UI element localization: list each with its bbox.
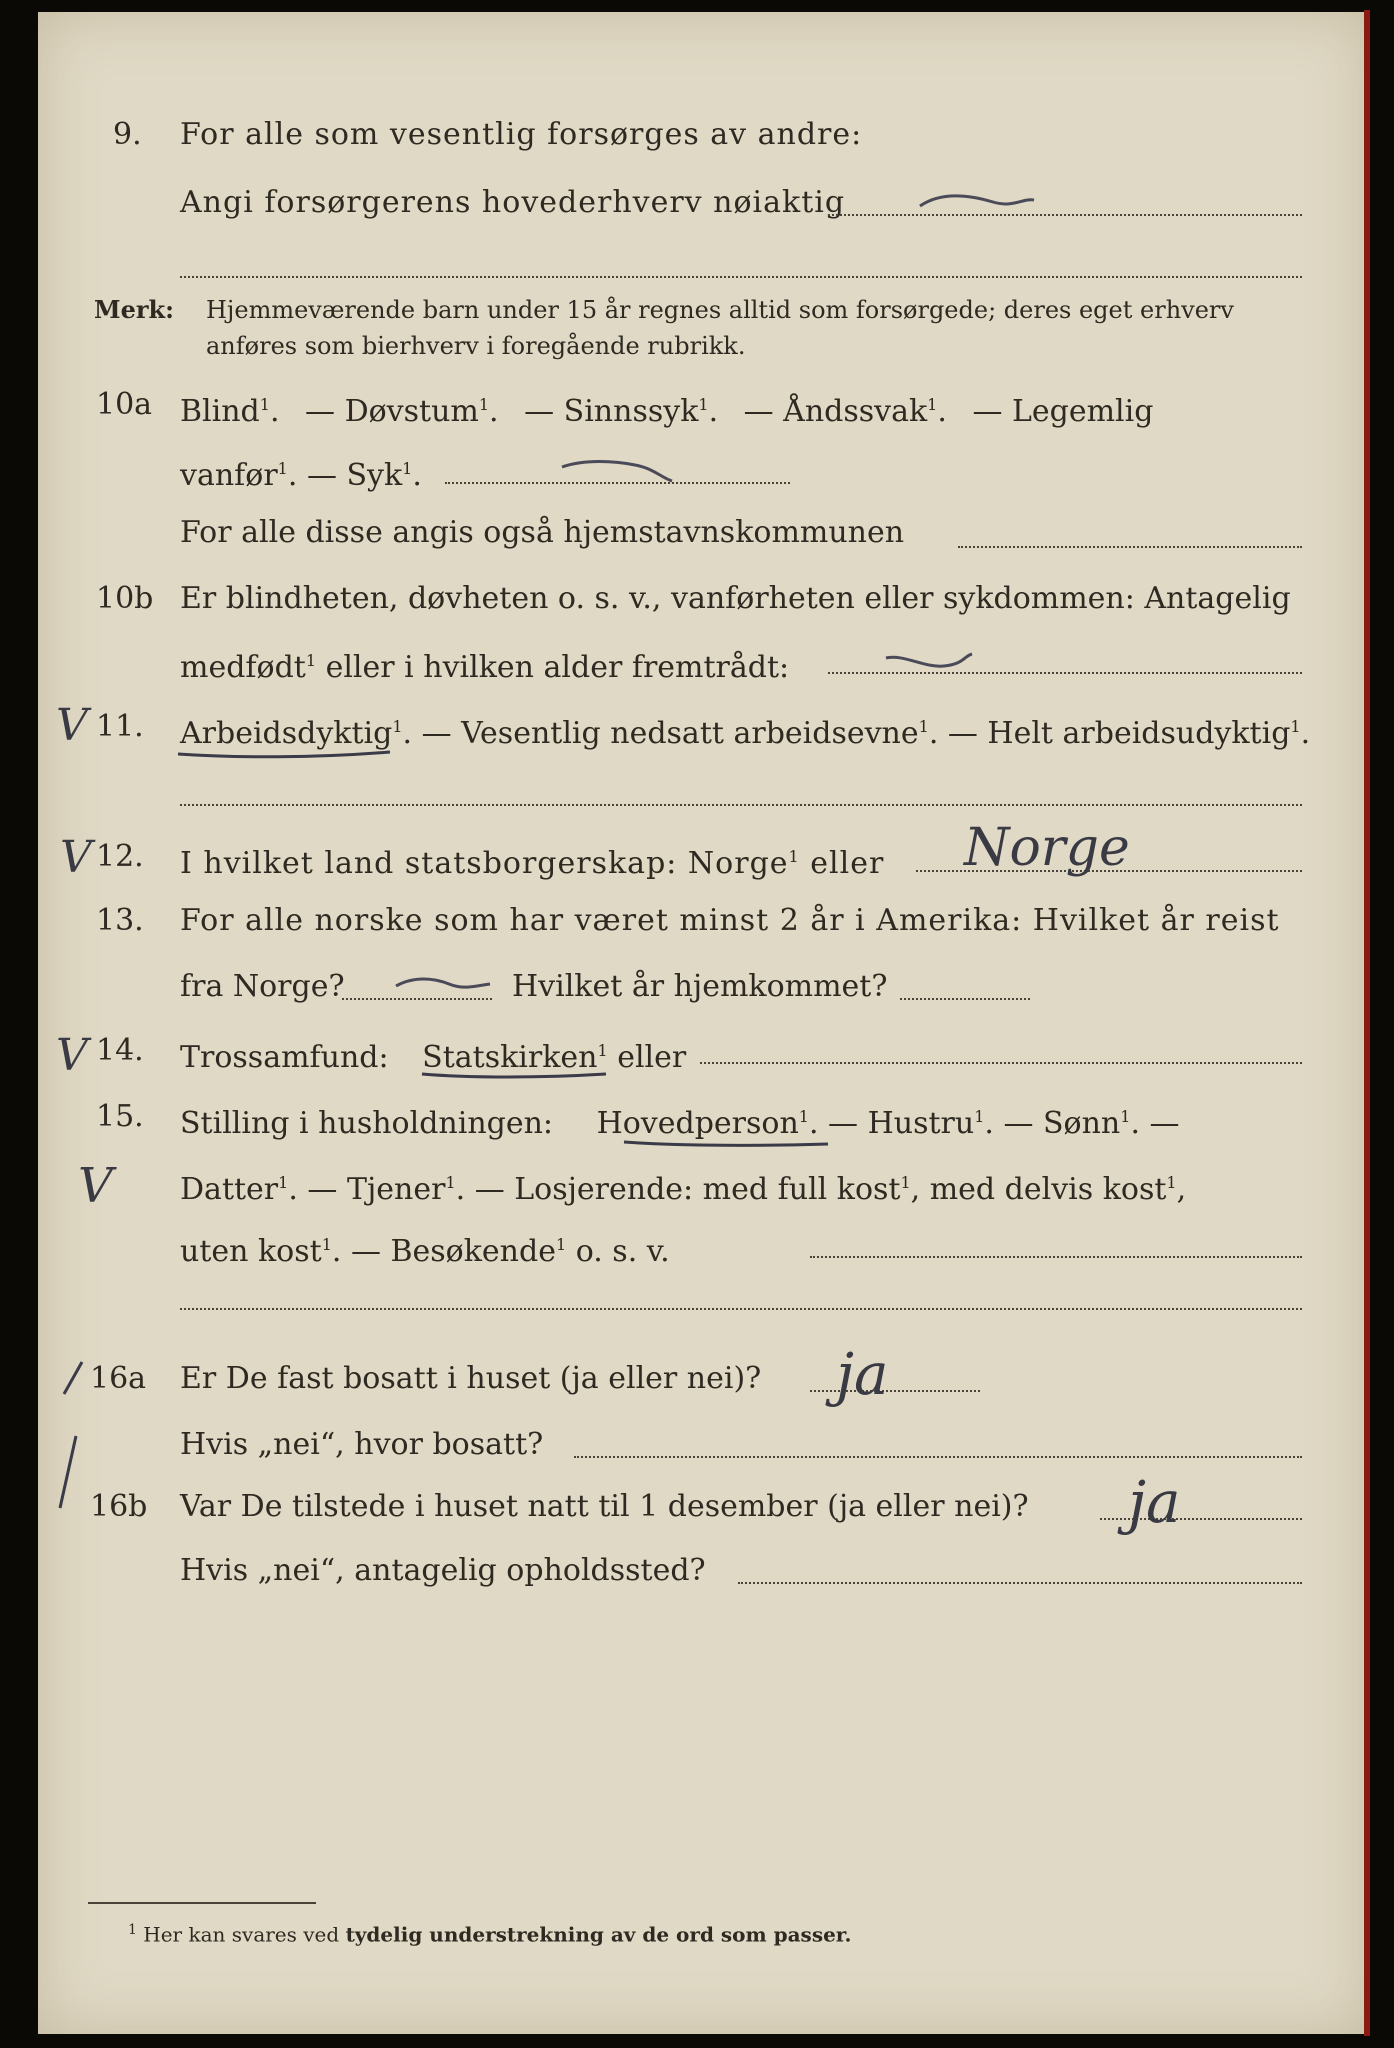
q15-line2: Datter$^1$. — Tjener$^1$. — Losjerende: med full kost$^1$, med delvis kost$^1$, <box>180 1172 1187 1207</box>
q11-underline <box>176 744 396 764</box>
q10a-sinnssyk: — Sinnssyk <box>524 394 699 429</box>
q10b-line1: Er blindheten, døvheten o. s. v., vanførheten eller sykdommen: Antagelig <box>180 581 1291 616</box>
q9-answer-line <box>828 214 1302 216</box>
q10a-andssvak: — Åndssvak <box>743 394 928 429</box>
q10a-number: 10a <box>96 387 153 422</box>
q15-check-mark: V <box>78 1158 113 1214</box>
q16a-line1: Er De fast bosatt i huset (ja eller nei)? <box>180 1361 762 1396</box>
q13-reist-line <box>342 998 492 1000</box>
q15-underline <box>622 1134 832 1154</box>
q10b-number: 10b <box>96 581 154 616</box>
q11-line: Arbeidsdyktig$^1$. — Vesentlig nedsatt arbeidsevne$^1$. — Helt arbeidsudyktig$^1$. <box>180 716 1311 751</box>
q15-extra-line <box>180 1308 1302 1310</box>
q14-statskirken: Statskirken <box>422 1040 598 1075</box>
q16a-handwritten-answer: ja <box>836 1340 889 1408</box>
q9-dash-mark <box>918 188 1038 218</box>
q10a-line2: vanfør$^1$. — Syk$^1$. <box>180 458 422 493</box>
q16b-line2: Hvis „nei“, antagelig opholdssted? <box>180 1553 706 1588</box>
q15-number: 15. <box>96 1099 144 1134</box>
footnote-rule <box>88 1902 316 1904</box>
q10a-line3: For alle disse angis også hjemstavnskommunen <box>180 515 905 550</box>
merk-line1: Hjemmeværende barn under 15 år regnes alltid som forsørgede; deres eget erhverv <box>206 296 1234 324</box>
q16b-line1: Var De tilstede i huset natt til 1 desember (ja eller nei)? <box>180 1489 1029 1524</box>
q10a-dovstum: — Døvstum <box>305 394 479 429</box>
q16b-handwritten-answer: ja <box>1128 1468 1181 1536</box>
q12-line: I hvilket land statsborgerskap: Norge$^1$ eller <box>180 846 885 881</box>
q14-number: 14. <box>96 1033 144 1068</box>
q16a-check-mark <box>60 1358 90 1398</box>
q10a-hjemstavn-line <box>958 546 1302 548</box>
footnote: $^1$ Her kan svares ved tydelig understrekning av de ord som passer. <box>128 1922 852 1947</box>
q10a-syk: — Syk <box>306 458 403 493</box>
q15-hovedperson: Hovedperson <box>596 1106 799 1141</box>
q16a-bosatt-line <box>574 1456 1302 1458</box>
q11-check-mark: V <box>56 700 88 751</box>
q10b-line2: medfødt$^1$ eller i hvilken alder fremtrådt: <box>180 650 790 685</box>
q13-line2b: Hvilket år hjemkommet? <box>512 969 888 1004</box>
binding-edge <box>1364 10 1370 2036</box>
q10a-dash-mark <box>560 455 680 485</box>
q13-line1: For alle norske som har været minst 2 år i Amerika: Hvilket år reist <box>180 903 1280 938</box>
q16b-number: 16b <box>90 1489 148 1524</box>
q10b-dash-mark <box>884 650 974 676</box>
q13-dash-mark <box>394 974 494 994</box>
q10a-blind: Blind <box>180 394 260 429</box>
q15-answer-line <box>810 1256 1302 1258</box>
q10a-line1: Blind$^1$. — Døvstum$^1$. — Sinnssyk$^1$. — Åndssvak$^1$. — Legemlig <box>180 394 1154 429</box>
q16b-opholdssted-line <box>738 1582 1302 1584</box>
q12-handwritten-answer: Norge <box>964 818 1130 878</box>
q9-number: 9. <box>113 117 142 152</box>
q10a-vanfor: vanfør <box>180 458 278 493</box>
q11-arbeidsdyktig: Arbeidsdyktig <box>180 716 393 751</box>
merk-line2: anføres som bierhverv i foregående rubrikk. <box>206 332 746 360</box>
q14-answer-line <box>700 1062 1302 1064</box>
q15-line3: uten kost$^1$. — Besøkende$^1$ o. s. v. <box>180 1234 670 1269</box>
q12-check-mark: V <box>60 832 92 883</box>
merk-label: Merk: <box>94 295 174 324</box>
q15-line1: Stilling i husholdningen: Hovedperson$^1$. — Hustru$^1$. — Sønn$^1$. — <box>180 1106 1180 1141</box>
q11-extra-line <box>180 804 1302 806</box>
q16b-check-mark <box>56 1432 86 1512</box>
q13-line2a: fra Norge? <box>180 969 345 1004</box>
q11-number: 11. <box>96 709 144 744</box>
q9-extra-line <box>180 276 1302 278</box>
q9-line1: For alle som vesentlig forsørges av andre: <box>180 117 863 152</box>
q13-hjemkommet-line <box>900 998 1030 1000</box>
q16a-number: 16a <box>90 1361 147 1396</box>
q13-number: 13. <box>96 903 144 938</box>
q12-number: 12. <box>96 839 144 874</box>
q14-underline <box>420 1066 610 1086</box>
q14-check-mark: V <box>56 1030 88 1081</box>
q10a-legemlig: — Legemlig <box>972 394 1154 429</box>
q16a-line2: Hvis „nei“, hvor bosatt? <box>180 1427 544 1462</box>
q9-line2: Angi forsørgerens hovederhverv nøiaktig <box>180 185 846 220</box>
q14-line: Trossamfund: Statskirken$^1$ eller <box>180 1040 687 1075</box>
